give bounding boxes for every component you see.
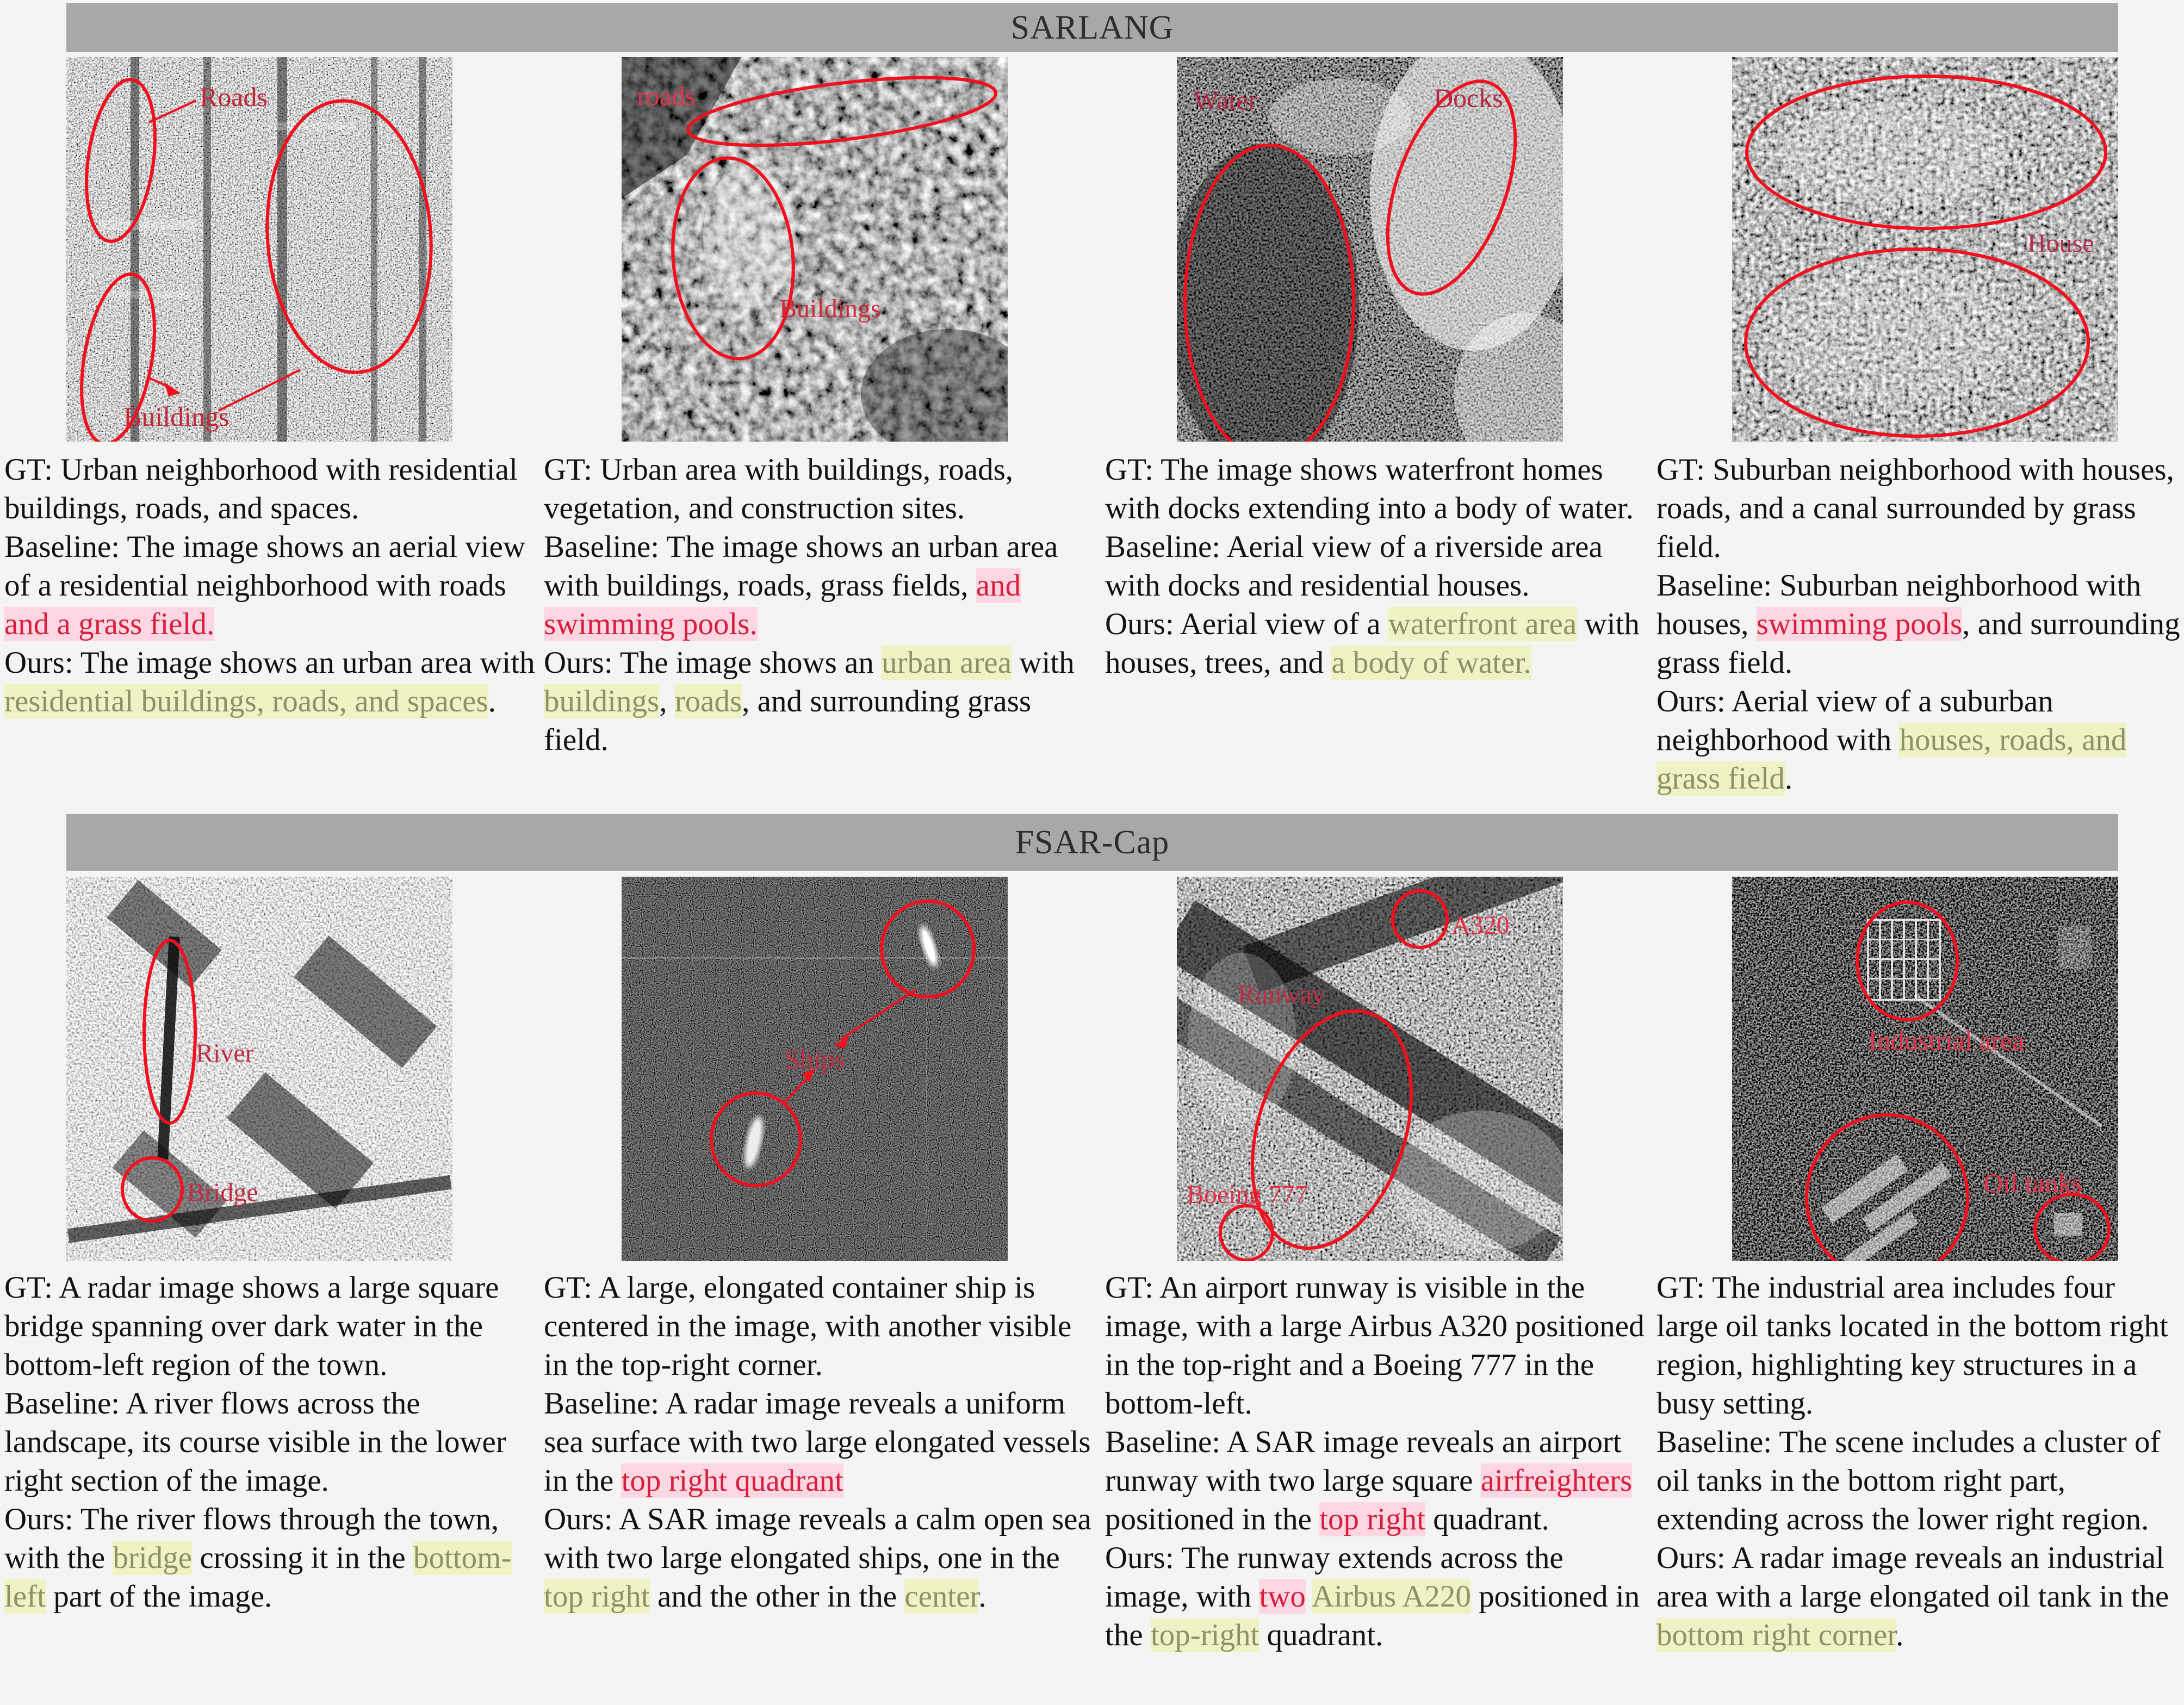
sar-image-industrial <box>1732 877 2118 1261</box>
annotation-label: Runway <box>1238 980 1325 1009</box>
caption-segment: and the other in the <box>649 1579 905 1614</box>
caption-block-urban-neighborhood <box>4 450 539 721</box>
annotation-label: Docks <box>1434 83 1503 113</box>
section-title: SARLANG <box>1010 9 1174 46</box>
caption-block-ships <box>544 1268 1096 1616</box>
caption-block-urban-area <box>544 450 1096 759</box>
caption-block-suburban <box>1656 450 2181 798</box>
caption-segment: GT: A radar image shows a large square bridge spanning over dark water in the bottom-left region of the town. <box>4 1270 499 1382</box>
ours-caption <box>544 643 1096 759</box>
caption-segment: Ours: A SAR image reveals a calm open sea with two large elongated ships, one in the <box>544 1502 1091 1575</box>
caption-segment: top right <box>1319 1502 1425 1536</box>
annotation-label: Water <box>1193 85 1258 115</box>
baseline-caption <box>1105 1423 1650 1539</box>
gt-caption <box>4 1268 539 1384</box>
sar-image-waterfront <box>1177 57 1563 442</box>
caption-segment: GT: Urban area with buildings, roads, vegetation, and construction sites. <box>544 452 1014 525</box>
caption-segment: swimming pools <box>1756 607 1963 641</box>
section-header-fsarcap <box>66 814 2118 871</box>
caption-segment: Baseline: The scene includes a cluster of oil tanks in the bottom right part, extending across the lower right region. <box>1656 1425 2161 1536</box>
caption-segment: Baseline: Aerial view of a riverside area with docks and residential houses. <box>1105 530 1603 603</box>
baseline-caption <box>1656 566 2181 682</box>
ours-caption <box>544 1500 1096 1616</box>
caption-segment: positioned in the <box>1105 1502 1320 1536</box>
caption-segment: Airbus A220 <box>1311 1579 1471 1614</box>
annotation-label: Buildings <box>123 401 229 432</box>
caption-segment: with <box>1012 646 1075 680</box>
caption-segment: top right quadrant <box>621 1464 843 1498</box>
caption-segment: airfreighters <box>1480 1464 1633 1498</box>
annotation-label: Buildings <box>779 294 881 323</box>
caption-segment: Baseline: A radar image reveals a uniform sea surface with two large elongated vessels in the <box>544 1386 1091 1498</box>
caption-segment: Ours: Aerial view of a suburban neighborhood with <box>1656 684 2053 757</box>
annotation-label: Roads <box>200 82 268 112</box>
section-header-sarlang <box>66 3 2118 52</box>
sar-image-airport <box>1177 877 1563 1261</box>
caption-segment: Baseline: The image shows an aerial view of a residential neighborhood with roads <box>4 530 526 603</box>
annotation-label: Industrial area <box>1868 1025 2025 1056</box>
caption-segment: . <box>1784 761 1793 796</box>
caption-block-waterfront <box>1105 450 1650 682</box>
caption-segment: GT: The industrial area includes four large oil tanks located in the bottom right region, highlighting key structures in a busy setting. <box>1656 1270 2168 1421</box>
caption-segment: Baseline: A river flows across the landscape, its course visible in the lower right section of the image. <box>4 1386 506 1498</box>
caption-block-industrial <box>1656 1268 2181 1654</box>
caption-segment: Ours: The runway extends across the image, with <box>1105 1541 1563 1614</box>
caption-segment: Ours: The image shows an <box>544 646 882 680</box>
sar-image-river-bridge <box>66 877 452 1261</box>
caption-segment: positioned in the <box>1105 1579 1640 1652</box>
caption-segment: urban area <box>882 646 1012 680</box>
annotation-label: House <box>2027 229 2094 258</box>
gt-caption <box>4 450 539 528</box>
caption-segment: , and surrounding grass field. <box>544 684 1032 757</box>
caption-segment: a body of water. <box>1331 646 1531 680</box>
caption-segment: waterfront area <box>1388 607 1577 641</box>
caption-segment: roads <box>674 684 742 718</box>
caption-segment: part of the image. <box>45 1579 272 1614</box>
ours-caption <box>1656 682 2181 798</box>
caption-segment: Ours: Aerial view of a <box>1105 607 1388 641</box>
caption-segment: Baseline: Suburban neighborhood with houses, <box>1656 568 2142 641</box>
baseline-caption <box>1656 1423 2181 1539</box>
annotation-label: River <box>196 1039 254 1068</box>
caption-segment: GT: An airport runway is visible in the image, with a large Airbus A320 positioned in the top-right and a Boeing 777 in the bottom-left. <box>1105 1270 1645 1421</box>
baseline-caption <box>1105 528 1650 605</box>
caption-segment: , and surrounding grass field. <box>1656 607 2180 680</box>
caption-segment: Ours: The river flows through the town, with the <box>4 1502 499 1575</box>
caption-segment: GT: The image shows waterfront homes with docks extending into a body of water. <box>1105 452 1634 525</box>
caption-segment: crossing it in the <box>192 1541 413 1575</box>
caption-segment: Baseline: A SAR image reveals an airport runway with two large square <box>1105 1425 1622 1498</box>
caption-segment: . <box>978 1579 986 1614</box>
caption-segment: Ours: A radar image reveals an industrial area with a large elongated oil tank in the <box>1656 1541 2169 1614</box>
section-title: FSAR-Cap <box>1015 823 1170 861</box>
ours-caption <box>1105 605 1650 682</box>
gt-caption <box>544 1268 1096 1384</box>
caption-segment: center <box>904 1579 979 1614</box>
caption-segment: top right <box>544 1579 650 1614</box>
ours-caption <box>4 1500 539 1616</box>
caption-segment: bottom-left <box>4 1541 512 1614</box>
caption-segment <box>1306 1579 1312 1614</box>
caption-segment: bottom right corner <box>1656 1618 1896 1652</box>
caption-segment: quadrant. <box>1425 1502 1549 1536</box>
annotation-label: Ships <box>785 1044 846 1074</box>
annotation-label: A320 <box>1451 911 1510 940</box>
sar-image-ships <box>622 877 1008 1261</box>
caption-segment: and a grass field. <box>4 607 215 641</box>
caption-block-river-bridge <box>4 1268 539 1616</box>
caption-segment: quadrant. <box>1259 1618 1383 1652</box>
caption-segment: Ours: The image shows an urban area with <box>4 646 535 680</box>
caption-segment: with houses, trees, and <box>1105 607 1640 680</box>
annotation-label: Boeing 777 <box>1187 1180 1308 1209</box>
gt-caption <box>1105 1268 1650 1423</box>
gt-caption <box>1656 450 2181 566</box>
caption-segment: . <box>1896 1618 1904 1652</box>
baseline-caption <box>544 528 1096 643</box>
caption-segment: houses, roads, and grass field <box>1656 723 2127 796</box>
sar-texture-noise <box>66 57 452 442</box>
ours-caption <box>4 643 539 721</box>
caption-segment: bridge <box>113 1541 193 1575</box>
gt-caption <box>544 450 1096 528</box>
sar-image-urban-area <box>622 57 1008 442</box>
caption-segment: top-right <box>1150 1618 1259 1652</box>
gt-caption <box>1656 1268 2181 1423</box>
ours-caption <box>1656 1539 2181 1654</box>
caption-block-airport <box>1105 1268 1650 1654</box>
caption-segment: . <box>488 684 496 718</box>
caption-segment: GT: A large, elongated container ship is centered in the image, with another visible in the top-right corner. <box>544 1270 1072 1382</box>
caption-segment: buildings <box>544 684 660 718</box>
baseline-caption <box>4 1384 539 1500</box>
sar-image-suburban <box>1732 57 2118 442</box>
caption-segment: Baseline: The image shows an urban area with buildings, roads, grass fields, <box>544 530 1058 603</box>
gt-caption <box>1105 450 1650 528</box>
baseline-caption <box>4 528 539 643</box>
caption-segment: , <box>659 684 675 718</box>
caption-segment: GT: Urban neighborhood with residential buildings, roads, and spaces. <box>4 452 518 525</box>
annotation-label: roads <box>637 80 696 111</box>
caption-segment: GT: Suburban neighborhood with houses, roads, and a canal surrounded by grass field. <box>1656 452 2174 564</box>
caption-segment: and swimming pools. <box>544 568 1021 641</box>
annotation-label: Bridge <box>187 1178 258 1207</box>
ours-caption <box>1105 1539 1650 1654</box>
caption-segment: two <box>1259 1579 1306 1614</box>
baseline-caption <box>544 1384 1096 1500</box>
caption-segment: residential buildings, roads, and spaces <box>4 684 488 718</box>
sar-image-urban-neighborhood <box>66 57 452 442</box>
annotation-label: Oil tanks <box>1983 1168 2082 1198</box>
